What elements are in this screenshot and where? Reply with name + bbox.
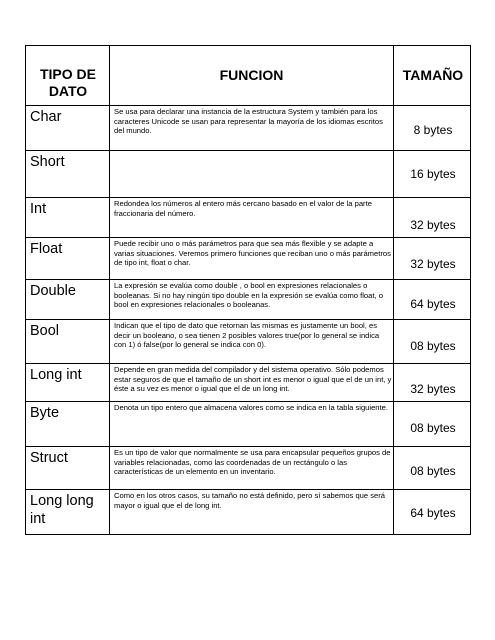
data-type-name: Byte <box>30 405 60 421</box>
data-type-name: Bool <box>30 323 60 339</box>
data-type-name: Int <box>30 201 47 217</box>
header-tamano: TAMAÑO <box>402 67 464 83</box>
function-description: Puede recibir uno o más parámetros para que sea más flexible y se adapte a varias situaciones. Veremos primero funciones que reciban uno o más parámetros de tipo int, float o char. <box>114 239 391 268</box>
data-type-name: Short <box>30 154 65 170</box>
size-value: 8 bytes <box>413 123 453 137</box>
function-description: Redondea los números al entero más cercano basado en el valor de la parte fraccionaria del número. <box>114 199 372 218</box>
data-type-name: Long long int <box>30 493 94 527</box>
table-row <box>26 280 470 320</box>
table-row <box>26 106 470 151</box>
function-description: Como en los otros casos, su tamaño no está definido, pero sí sabemos que será mayor o igual que el de long int. <box>114 491 385 510</box>
table-row <box>26 198 470 238</box>
function-description: Es un tipo de valor que normalmente se usa para encapsular pequeños grupos de variables relacionadas, como las coordenadas de un rectángulo o las características de un elemento en un inventario. <box>114 448 391 477</box>
size-value: 08 bytes <box>410 421 456 435</box>
size-value: 32 bytes <box>410 382 456 396</box>
table-row <box>26 364 470 402</box>
header-funcion: FUNCION <box>219 67 284 83</box>
function-description: Se usa para declarar una instancia de la estructura System y también para los caracteres Unicode se usan para representar la mayoría de los idiomas escritos del mundo. <box>114 107 383 136</box>
table-row <box>26 238 470 280</box>
function-description: Indican que el tipo de dato que retornan las mismas es justamente un bool, es decir un booleano, o sea tienen 2 posibles valores true(por lo general se indica con 1) ó false(por lo general se indica con 0). <box>114 321 380 350</box>
size-value: 08 bytes <box>410 464 456 478</box>
table-row <box>26 447 470 490</box>
size-value: 08 bytes <box>410 339 456 353</box>
header-tipo-de-dato: TIPO DE DATO <box>39 66 96 99</box>
data-types-table <box>25 45 471 535</box>
function-description: Depende en gran medida del compilador y del sistema operativo. Sólo podemos estar seguros de que el tamaño de un short int es menor o igual que el de un int, y éste a su vez es menor o igual que el de un long int. <box>114 365 392 394</box>
table-header-row <box>26 46 470 106</box>
function-description: La expresión se evalúa como double , o bool en expresiones relacionales o booleanas. Si no hay ningún tipo double en la expresión se evalúa como float, o bool en expresiones relacionales o booleanas. <box>114 281 383 310</box>
size-value: 32 bytes <box>410 257 456 271</box>
table-row <box>26 151 470 198</box>
function-description: Denota un tipo entero que almacena valores como se indica en la tabla siguiente. <box>114 403 388 412</box>
size-value: 32 bytes <box>410 218 456 232</box>
size-value: 16 bytes <box>410 167 456 181</box>
table-row <box>26 402 470 447</box>
data-type-name: Float <box>30 241 63 257</box>
data-type-name: Struct <box>30 450 68 466</box>
table-row <box>26 320 470 364</box>
table-row <box>26 490 470 535</box>
size-value: 64 bytes <box>410 506 456 520</box>
size-value: 64 bytes <box>410 297 456 311</box>
data-type-name: Long int <box>30 367 82 383</box>
data-type-name: Char <box>30 109 62 125</box>
data-type-name: Double <box>30 283 76 299</box>
